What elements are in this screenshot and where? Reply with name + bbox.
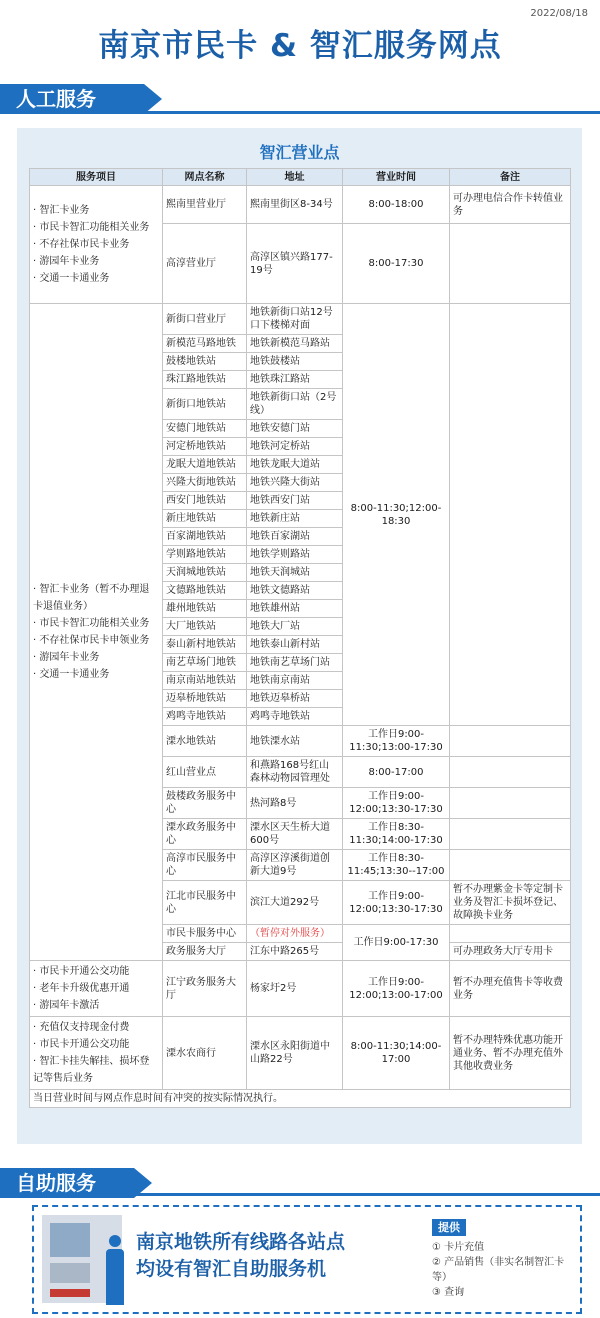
point-address: 地铁河定桥站 [247, 438, 343, 456]
point-hours: 工作日8:30-11:45;13:30--17:00 [343, 850, 450, 881]
kiosk-slot [50, 1263, 90, 1283]
point-note [450, 819, 571, 850]
point-address: 地铁泰山新村站 [247, 636, 343, 654]
service-item: · 交通一卡通业务 [33, 270, 159, 287]
point-address: 地铁迈皋桥站 [247, 690, 343, 708]
point-name: 南京南站地铁站 [163, 672, 247, 690]
point-name: 溧水农商行 [163, 1017, 247, 1090]
point-name: 百家湖地铁站 [163, 528, 247, 546]
point-address: 地铁鼓楼站 [247, 353, 343, 371]
header-service: 服务项目 [30, 169, 163, 186]
headline-line-1: 南京地铁所有线路各站点 [136, 1231, 346, 1253]
point-address: 地铁南艺草场门站 [247, 654, 343, 672]
manual-service-panel [17, 128, 582, 1144]
point-name: 迈皋桥地铁站 [163, 690, 247, 708]
service-item: · 市民卡智汇功能相关业务 [33, 615, 159, 632]
point-note [450, 850, 571, 881]
point-name: 鼓楼地铁站 [163, 353, 247, 371]
kiosk-screen [50, 1223, 90, 1257]
point-hours: 8:00-11:30;12:00-18:30 [343, 304, 450, 726]
point-address: 地铁珠江路站 [247, 371, 343, 389]
point-address: 江东中路265号 [247, 943, 343, 961]
point-address: 地铁龙眠大道站 [247, 456, 343, 474]
header-note: 备注 [450, 169, 571, 186]
offer-item: ① 卡片充值 [432, 1242, 485, 1253]
point-note: 可办理电信合作卡转值业务 [450, 186, 571, 224]
point-address: 地铁溧水站 [247, 726, 343, 757]
service-item: · 游园年卡激活 [33, 997, 159, 1014]
table-header-row [30, 169, 571, 186]
point-hours: 工作日9:00-12:00;13:30-17:30 [343, 788, 450, 819]
point-note [450, 788, 571, 819]
page-title: 南京市民卡 & 智汇服务网点 [98, 28, 502, 64]
service-items-cell [30, 186, 163, 304]
service-items-cell [30, 1017, 163, 1090]
point-name: 溧水地铁站 [163, 726, 247, 757]
point-name: 泰山新村地铁站 [163, 636, 247, 654]
service-item: · 智汇卡业务 [33, 202, 159, 219]
footnote-row [30, 1090, 571, 1108]
service-items-cell [30, 961, 163, 1017]
point-name: 溧水政务服务中心 [163, 819, 247, 850]
point-name: 熙南里营业厅 [163, 186, 247, 224]
service-item: · 市民卡智汇功能相关业务 [33, 219, 159, 236]
table-row [30, 961, 571, 1017]
date-stamp: 2022/08/18 [530, 8, 588, 19]
point-name: 西安门地铁站 [163, 492, 247, 510]
point-name: 河定桥地铁站 [163, 438, 247, 456]
point-name: 红山营业点 [163, 757, 247, 788]
service-item: · 智汇卡挂失解挂、损坏登记等售后业务 [33, 1053, 159, 1087]
point-name: 高淳市民服务中心 [163, 850, 247, 881]
point-name: 安德门地铁站 [163, 420, 247, 438]
table-row [30, 1017, 571, 1090]
point-note [450, 726, 571, 757]
point-address: 高淳区淳溪街道创新大道9号 [247, 850, 343, 881]
point-hours: 工作日8:30-11:30;14:00-17:30 [343, 819, 450, 850]
service-items-list [33, 1019, 159, 1087]
point-name: 学则路地铁站 [163, 546, 247, 564]
kiosk-logo [50, 1289, 90, 1297]
point-address: 地铁新庄站 [247, 510, 343, 528]
point-name: 鸡鸣寺地铁站 [163, 708, 247, 726]
kiosk-icon [42, 1215, 122, 1303]
point-name: 天润城地铁站 [163, 564, 247, 582]
manual-section-tag: 人工服务 [0, 84, 144, 114]
point-name: 大厂地铁站 [163, 618, 247, 636]
point-hours: 8:00-17:00 [343, 757, 450, 788]
panel-title: 智汇营业点 [259, 143, 340, 162]
person-icon [104, 1235, 126, 1305]
point-hours: 8:00-11:30;14:00-17:00 [343, 1017, 450, 1090]
point-name: 江北市民服务中心 [163, 881, 247, 925]
point-name: 新街口营业厅 [163, 304, 247, 335]
service-items-cell [30, 304, 163, 961]
service-item: · 游园年卡业务 [33, 253, 159, 270]
point-name: 文德路地铁站 [163, 582, 247, 600]
service-item: · 不存社保市民卡申领业务 [33, 632, 159, 649]
point-address: 熙南里街区8-34号 [247, 186, 343, 224]
point-note [450, 224, 571, 304]
header-name: 网点名称 [163, 169, 247, 186]
point-address: 热河路8号 [247, 788, 343, 819]
person-body [106, 1249, 124, 1305]
point-hours: 工作日9:00-17:30 [343, 925, 450, 961]
point-address: 地铁新街口站12号口下楼梯对面 [247, 304, 343, 335]
service-item: · 交通一卡通业务 [33, 666, 159, 683]
point-address: 地铁大厂站 [247, 618, 343, 636]
point-address: 地铁兴隆大街站 [247, 474, 343, 492]
point-name: 政务服务大厅 [163, 943, 247, 961]
point-address: 溧水区永阳街道中山路22号 [247, 1017, 343, 1090]
point-address: 滨江大道292号 [247, 881, 343, 925]
service-item: · 老年卡升级优惠开通 [33, 980, 159, 997]
point-address: 地铁雄州站 [247, 600, 343, 618]
point-name: 龙眠大道地铁站 [163, 456, 247, 474]
point-note [450, 757, 571, 788]
point-address: 鸡鸣寺地铁站 [247, 708, 343, 726]
offer-list [432, 1219, 574, 1300]
service-items-list [33, 581, 159, 683]
point-address: 和燕路168号红山森林动物园管理处 [247, 757, 343, 788]
point-address: 溧水区天生桥大道600号 [247, 819, 343, 850]
point-hours: 工作日9:00-12:00;13:00-17:00 [343, 961, 450, 1017]
point-name: 鼓楼政务服务中心 [163, 788, 247, 819]
point-address: 高淳区镇兴路177-19号 [247, 224, 343, 304]
point-name: 兴隆大街地铁站 [163, 474, 247, 492]
point-address: 地铁安德门站 [247, 420, 343, 438]
point-address: 地铁天润城站 [247, 564, 343, 582]
offer-label: 提供 [432, 1219, 466, 1236]
point-note: 可办理政务大厅专用卡 [450, 943, 571, 961]
service-item: · 充值仅支持现金付费 [33, 1019, 159, 1036]
point-address: 地铁百家湖站 [247, 528, 343, 546]
service-items-list [33, 963, 159, 1014]
offer-item: ② 产品销售（非实名制智汇卡等） [432, 1257, 565, 1283]
point-name: 南艺草场门地铁 [163, 654, 247, 672]
point-address: 地铁西安门站 [247, 492, 343, 510]
service-item: · 市民卡开通公交功能 [33, 963, 159, 980]
point-name: 新模范马路地铁 [163, 335, 247, 353]
service-item: · 市民卡开通公交功能 [33, 1036, 159, 1053]
point-hours: 工作日9:00-12:00;13:30-17:30 [343, 881, 450, 925]
service-item: · 不存社保市民卡业务 [33, 236, 159, 253]
service-item: · 智汇卡业务（暂不办理退卡退值业务） [33, 581, 159, 615]
offer-item: ③ 查询 [432, 1287, 465, 1298]
point-hours: 8:00-18:00 [343, 186, 450, 224]
service-points-table [29, 168, 571, 1108]
point-name: 江宁政务服务大厅 [163, 961, 247, 1017]
point-address: 地铁新模范马路站 [247, 335, 343, 353]
footnote: 当日营业时间与网点作息时间有冲突的按实际情况执行。 [30, 1090, 571, 1108]
self-service-box [32, 1205, 582, 1314]
point-address: （暂停对外服务） [247, 925, 343, 943]
point-name: 雄州地铁站 [163, 600, 247, 618]
point-name: 新街口地铁站 [163, 389, 247, 420]
point-address: 地铁文德路站 [247, 582, 343, 600]
point-note: 暂不办理特殊优惠功能开通业务、暂不办理充值外其他收费业务 [450, 1017, 571, 1090]
header-hours: 营业时间 [343, 169, 450, 186]
header-address: 地址 [247, 169, 343, 186]
point-note [450, 304, 571, 726]
point-name: 高淳营业厅 [163, 224, 247, 304]
person-head [109, 1235, 121, 1247]
point-note [450, 925, 571, 943]
point-name: 市民卡服务中心 [163, 925, 247, 943]
point-address: 地铁学则路站 [247, 546, 343, 564]
point-note: 暂不办理充值售卡等收费业务 [450, 961, 571, 1017]
self-section-tag: 自助服务 [0, 1168, 134, 1198]
table-body [30, 186, 571, 1108]
point-hours: 工作日9:00-11:30;13:00-17:30 [343, 726, 450, 757]
table-row [30, 304, 571, 335]
point-hours: 8:00-17:30 [343, 224, 450, 304]
point-name: 新庄地铁站 [163, 510, 247, 528]
point-name: 珠江路地铁站 [163, 371, 247, 389]
table-row [30, 186, 571, 224]
service-item: · 游园年卡业务 [33, 649, 159, 666]
self-service-headline [136, 1229, 426, 1283]
point-address: 地铁新街口站（2号线） [247, 389, 343, 420]
headline-line-2: 均设有智汇自助服务机 [136, 1258, 327, 1280]
service-items-list [33, 202, 159, 287]
point-address: 地铁南京南站 [247, 672, 343, 690]
point-note: 暂不办理紫金卡等定制卡业务及智汇卡损坏登记、故障换卡业务 [450, 881, 571, 925]
point-address: 杨家圩2号 [247, 961, 343, 1017]
